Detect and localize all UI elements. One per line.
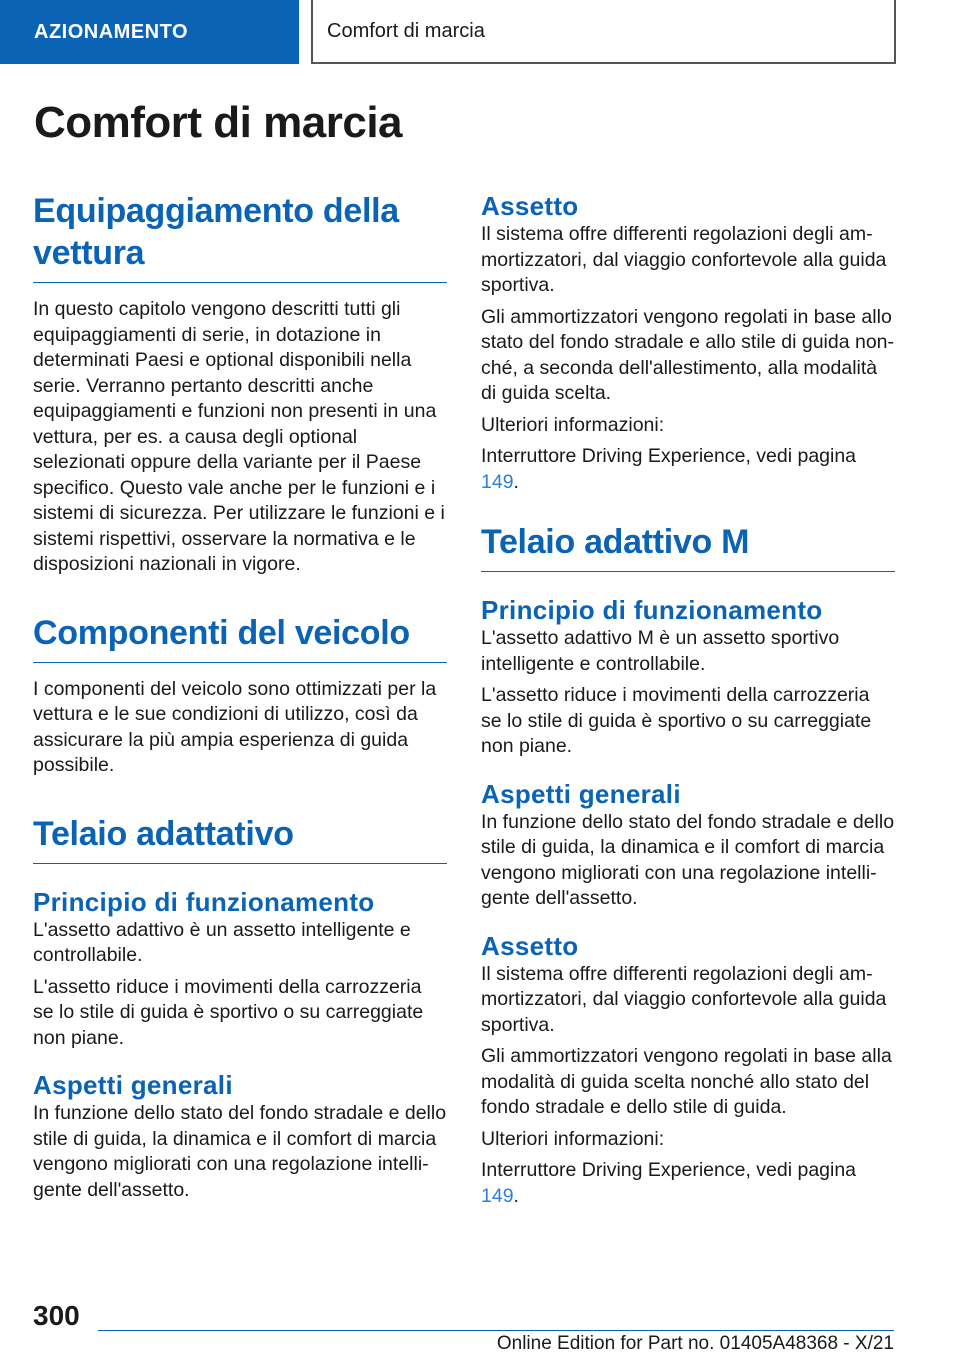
ref-text: Interruttore Driving Experience, vedi pagina	[481, 445, 857, 467]
paragraph-assetto-1-more: Ulteriori informazioni:	[481, 413, 665, 436]
page-title: Comfort di marcia	[34, 98, 403, 147]
page-link-149[interactable]: 149	[481, 470, 514, 493]
left-column	[33, 190, 447, 1203]
paragraph-assetto-2a: Il sistema offre differenti regolazioni degli ammortizzatori, dal viaggio confortevole alla guida sportiva.	[481, 962, 887, 1036]
ref-text: Interruttore Driving Experience, vedi pagina	[481, 1159, 857, 1181]
paragraph-aspetti-m: In funzione dello stato del fondo stradale e dello stile di guida, la dinamica e il comfort di marcia vengono migliorati con una regolazione intelligente dell'assetto.	[481, 810, 895, 909]
heading-assetto-2: Assetto	[481, 930, 579, 961]
paragraph-principio-1: L'assetto adattivo è un assetto intelligente e controllabile.	[33, 918, 411, 966]
page-number: 300	[33, 1300, 80, 1331]
heading-principio: Principio di funzionamento	[33, 886, 375, 917]
edition-note: Online Edition for Part no. 01405A48368 - X/21	[496, 1333, 894, 1354]
section-label: Comfort di marcia	[327, 19, 485, 42]
heading-telaio-adattativo: Telaio adattativo	[33, 813, 447, 864]
paragraph-principio-2: L'assetto riduce i movimenti della carrozzeria se lo stile di guida è sportivo o su carreggiate non piane.	[33, 975, 424, 1049]
paragraph-assetto-1b: Gli ammortizzatori vengono regolati in base allo stato del fondo stradale e allo stile di guida nonché, a seconda dell'allestimento, alla modalità di guida scelta.	[481, 305, 895, 404]
heading-aspetti: Aspetti generali	[33, 1070, 233, 1100]
paragraph-assetto-1a: Il sistema offre differenti regolazioni degli ammortizzatori, dal viaggio confortevole alla guida sportiva.	[481, 223, 887, 296]
heading-aspetti-m: Aspetti generali	[481, 778, 681, 809]
paragraph-assetto-1-ref	[481, 444, 895, 495]
footer-divider	[98, 1330, 894, 1331]
heading-assetto-1: Assetto	[481, 191, 579, 221]
paragraph-assetto-2b: Gli ammortizzatori vengono regolati in base alla modalità di guida scelta nonché allo stato del fondo stradale e dello stile di guida.	[481, 1045, 892, 1118]
heading-componenti: Componenti del veicolo	[33, 612, 447, 663]
paragraph-principio-m-1: L'assetto adattivo M è un assetto sportivo intelligente e controllabile.	[481, 627, 840, 675]
paragraph-aspetti: In funzione dello stato del fondo stradale e dello stile di guida, la dinamica e il comfort di marcia vengono migliorati con una regolazione intelligente dell'assetto.	[33, 1102, 447, 1201]
paragraph-assetto-2-more: Ulteriori informazioni:	[481, 1127, 665, 1150]
heading-telaio-adattivo-m: Telaio adattivo M	[481, 521, 895, 572]
section-header	[311, 0, 896, 64]
paragraph-componenti: I componenti del veicolo sono ottimizzati per la vettura e le sue condizioni di utilizzo, così da assicurare la più ampia esperienza di guida possibile.	[33, 677, 437, 776]
right-column	[481, 190, 895, 1209]
paragraph-equipaggiamento: In questo capitolo vengono descritti tutti gli equipaggiamenti di serie, in dotazione in determinati Paesi e optional disponibili nella serie. Verranno pertanto descritti anche equipaggiamenti e funzioni non presenti in una vettura, per es. a causa degli optional selezionati oppure della variante per il Paese specifico. Questo vale anche per le funzioni e i sistemi di sicurezza. Per utilizzare le funzioni e i sistemi rispettivi, osservare la normativa e le disposizioni nazionali in vigore.	[33, 298, 445, 575]
chapter-tab	[0, 0, 299, 64]
ref-end: .	[513, 1184, 519, 1207]
heading-principio-m: Principio di funzionamento	[481, 595, 823, 625]
heading-equipaggiamento: Equipaggiamento della vettura	[33, 190, 447, 283]
page-link-149[interactable]: 149	[481, 1184, 514, 1207]
chapter-label: AZIONAMENTO	[34, 20, 189, 43]
ref-end: .	[513, 470, 519, 493]
paragraph-principio-m-2: L'assetto riduce i movimenti della carrozzeria se lo stile di guida è sportivo o su carreggiate non piane.	[481, 684, 872, 757]
paragraph-assetto-2-ref	[481, 1158, 895, 1209]
